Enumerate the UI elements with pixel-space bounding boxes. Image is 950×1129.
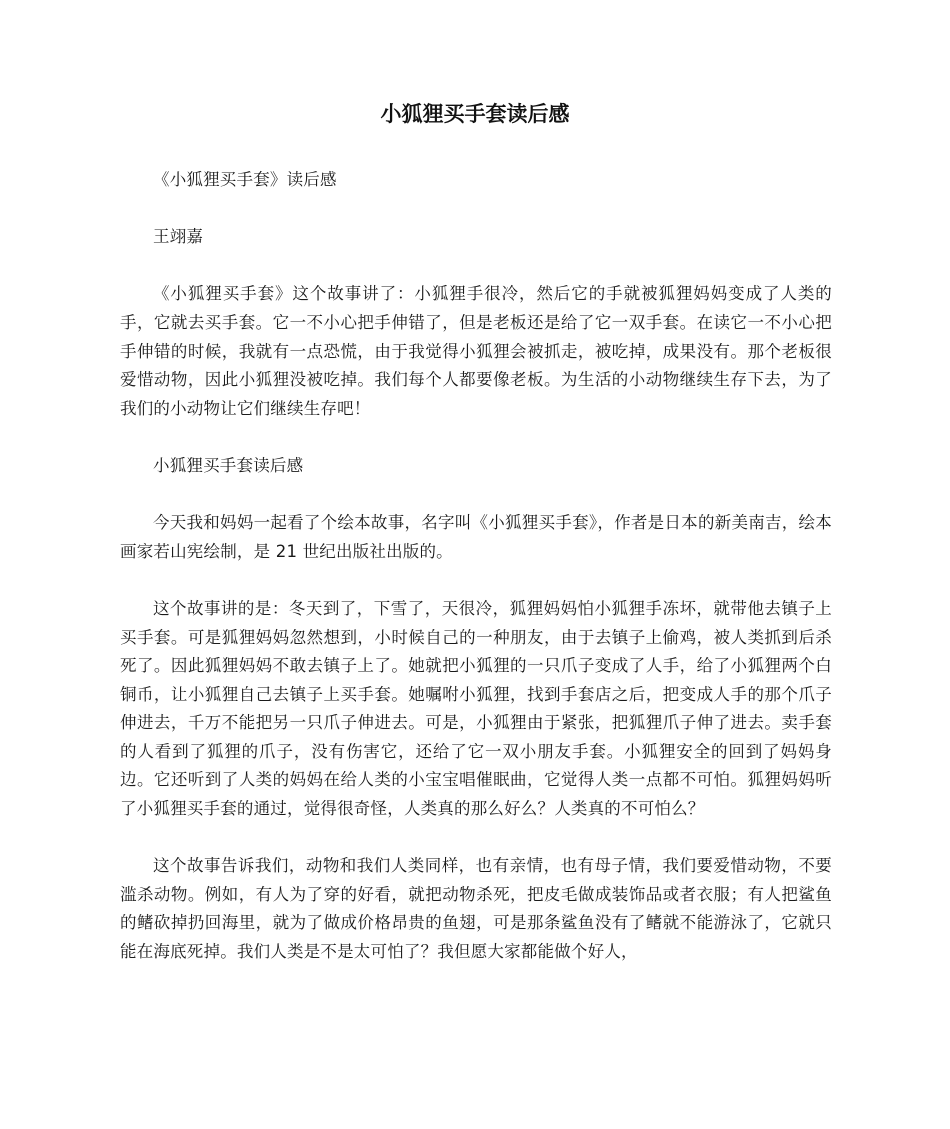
body-paragraph: 《小狐狸买手套》这个故事讲了：小狐狸手很冷，然后它的手就被狐狸妈妈变成了人类的手，它就去买手套。它一不小心把手伸错了，但是老板还是给了它一双手套。在读它一不小心把手伸错的时候，我就有一点恐慌，由于我觉得小狐狸会被抓走，被吃掉，成果没有。那个老板很爱惜动物，因此小狐狸没被吃掉。我们每个人都要像老板。为生活的小动物继续生存下去，为了我们的小动物让它们继续生存吧！ [120, 284, 832, 418]
section-heading-paragraph: 小狐狸买手套读后感 [153, 455, 304, 475]
body-paragraph: 今天我和妈妈一起看了个绘本故事，名字叫《小狐狸买手套》，作者是日本的新美南吉，绘本画家若山宪绘制，是 21 世纪出版社出版的。 [120, 513, 832, 561]
document-body [120, 166, 832, 995]
page-title: 小狐狸买手套读后感 [380, 102, 570, 126]
subtitle-paragraph: 《小狐狸买手套》读后感 [153, 170, 337, 189]
author-paragraph: 王翊嘉 [153, 227, 204, 247]
body-paragraph: 这个故事讲的是：冬天到了，下雪了，天很冷，狐狸妈妈怕小狐狸手冻坏，就带他去镇子上买手套。可是狐狸妈妈忽然想到，小时候自己的一种朋友，由于去镇子上偷鸡，被人类抓到后杀死了。因此狐狸妈妈不敢去镇子上了。她就把小狐狸的一只爪子变成了人手，给了小狐狸两个白铜币，让小狐狸自己去镇子上买手套。她嘱咐小狐狸，找到手套店之后，把变成人手的那个爪子伸进去，千万不能把另一只爪子伸进去。可是，小狐狸由于紧张，把狐狸爪子伸了进去。卖手套的人看到了狐狸的爪子，没有伤害它，还给了它一双小朋友手套。小狐狸安全的回到了妈妈身边。它还听到了人类的妈妈在给人类的小宝宝唱催眠曲，它觉得人类一点都不可怕。狐狸妈妈听了小狐狸买手套的通过，觉得很奇怪，人类真的那么好么？人类真的不可怕么？ [120, 598, 832, 819]
body-paragraph: 这个故事告诉我们，动物和我们人类同样，也有亲情，也有母子情，我们要爱惜动物，不要滥杀动物。例如，有人为了穿的好看，就把动物杀死，把皮毛做成装饰品或者衣服；有人把鲨鱼的鳍砍掉扔回海里，就为了做成价格昂贵的鱼翅，可是那条鲨鱼没有了鳍就不能游泳了，它就只能在海底死掉。我们人类是不是太可怕了？我但愿大家都能做个好人， [120, 856, 832, 962]
